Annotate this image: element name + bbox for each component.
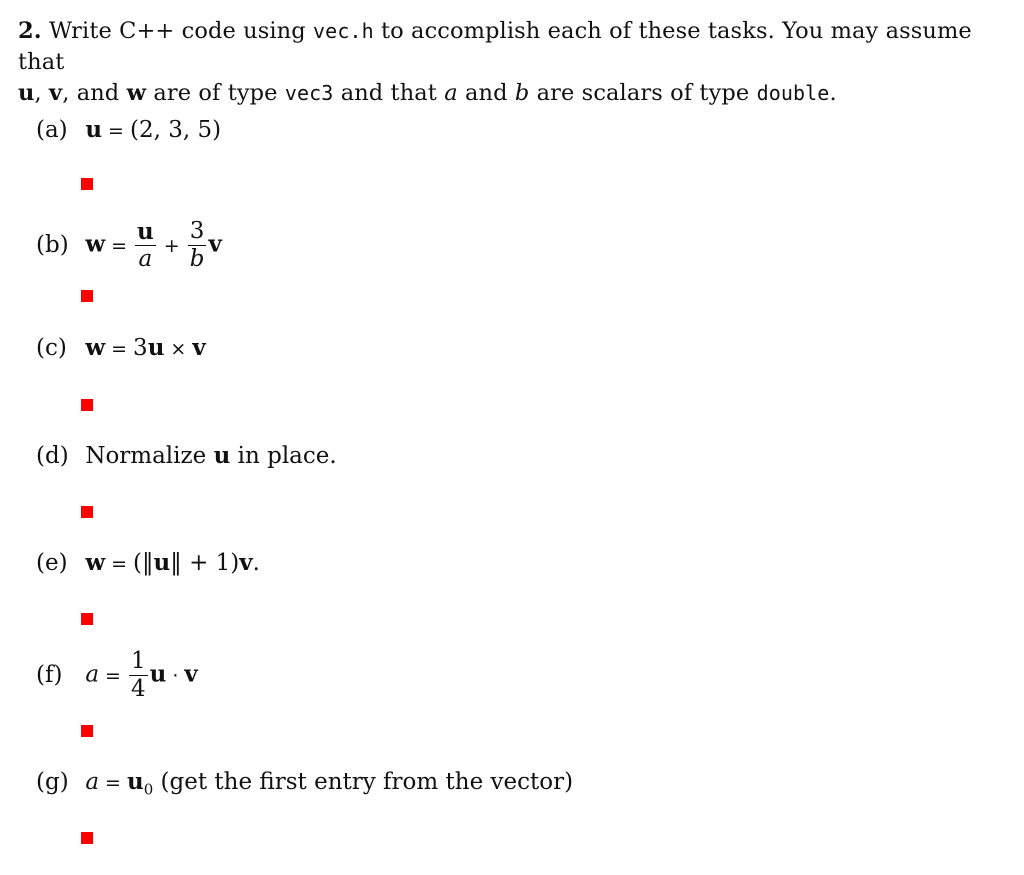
- part-label: (b): [36, 231, 69, 258]
- intro-text-4: and that: [340, 80, 437, 106]
- instruction-text: (get the first entry from the vector): [160, 769, 574, 795]
- instruction-text: Normalize: [85, 443, 207, 469]
- part-g: [36, 767, 573, 805]
- lhs-var: w: [85, 549, 106, 576]
- part-a: [36, 115, 221, 146]
- answer-marker-g: [81, 832, 93, 844]
- problem-statement: [18, 16, 1010, 109]
- equals-sign: =: [111, 234, 128, 257]
- intro-text-2: to accomplish each of these tasks. You may assume that: [18, 18, 972, 75]
- equals-sign: =: [105, 664, 121, 687]
- part-f: [36, 650, 198, 701]
- expression-period: .: [252, 550, 260, 576]
- equals-sign: =: [108, 120, 124, 142]
- vector-u: u: [126, 768, 144, 795]
- answer-marker-c: [81, 399, 93, 411]
- subscript-index: 0: [143, 780, 154, 799]
- lhs-var: w: [85, 230, 106, 258]
- var-u: u: [18, 80, 35, 106]
- instruction-text-2: in place.: [237, 443, 337, 469]
- vector-u: u: [147, 334, 165, 361]
- part-d: [36, 441, 337, 471]
- sep-2: , and: [62, 80, 120, 106]
- scalar-b: b: [514, 80, 530, 106]
- vector-u: u: [213, 442, 231, 469]
- fraction-numerator: u: [137, 218, 154, 245]
- fraction-3-over-b: [188, 220, 207, 271]
- problem-number: 2.: [18, 18, 42, 44]
- open-norm: (‖: [133, 550, 154, 576]
- type-vec3: vec3: [284, 81, 334, 105]
- fraction-denominator: 4: [130, 676, 146, 702]
- vector-u: u: [149, 660, 167, 688]
- type-double: double: [756, 81, 830, 105]
- part-e: [36, 548, 260, 579]
- part-label: (c): [36, 335, 67, 361]
- lhs-var: w: [85, 334, 106, 361]
- fraction-numerator: 1: [130, 648, 146, 674]
- fraction-u-over-a: [135, 220, 156, 271]
- answer-marker-d: [81, 506, 93, 518]
- equals-sign: =: [111, 553, 128, 575]
- intro-text-3: are of type: [153, 80, 278, 106]
- lhs-scalar: a: [85, 661, 100, 688]
- intro-text-5: are scalars of type: [536, 80, 750, 106]
- part-label: (a): [36, 117, 68, 143]
- close-norm: ‖ + 1): [170, 550, 240, 576]
- fraction-denominator: b: [189, 246, 205, 272]
- equals-sign: =: [105, 772, 121, 794]
- part-b: [36, 220, 222, 271]
- rhs-tuple: (2, 3, 5): [129, 117, 222, 143]
- part-label: (f): [36, 661, 63, 688]
- fraction-numerator: 3: [188, 220, 207, 246]
- var-v: v: [49, 80, 63, 106]
- and-word: and: [464, 80, 508, 106]
- scalar-a: a: [444, 80, 458, 106]
- vector-v: v: [239, 549, 253, 576]
- part-label: (e): [36, 550, 68, 576]
- vector-u: u: [153, 549, 171, 576]
- header-file-name: vec.h: [313, 19, 374, 43]
- answer-marker-a: [81, 178, 93, 190]
- cross-sign: ×: [170, 338, 187, 360]
- lhs-var: u: [85, 116, 103, 143]
- sep-1: ,: [34, 80, 42, 106]
- answer-marker-f: [81, 725, 93, 737]
- lhs-scalar: a: [85, 769, 100, 795]
- vector-v: v: [208, 230, 222, 258]
- plus-sign: +: [163, 234, 180, 257]
- intro-period: .: [829, 80, 837, 106]
- answer-marker-e: [81, 613, 93, 625]
- equals-sign: =: [111, 338, 128, 360]
- answer-marker-b: [81, 290, 93, 302]
- vector-v: v: [184, 660, 198, 688]
- part-c: [36, 333, 206, 364]
- part-label: (d): [36, 443, 69, 469]
- vector-v: v: [192, 334, 206, 361]
- fraction-1-over-4: [129, 650, 148, 701]
- fraction-denominator: a: [138, 246, 153, 272]
- var-w: w: [126, 80, 147, 106]
- dot-sign: ·: [172, 664, 179, 687]
- part-label: (g): [36, 769, 69, 795]
- intro-text-1: Write C++ code using: [48, 18, 306, 44]
- coefficient: 3: [133, 335, 148, 361]
